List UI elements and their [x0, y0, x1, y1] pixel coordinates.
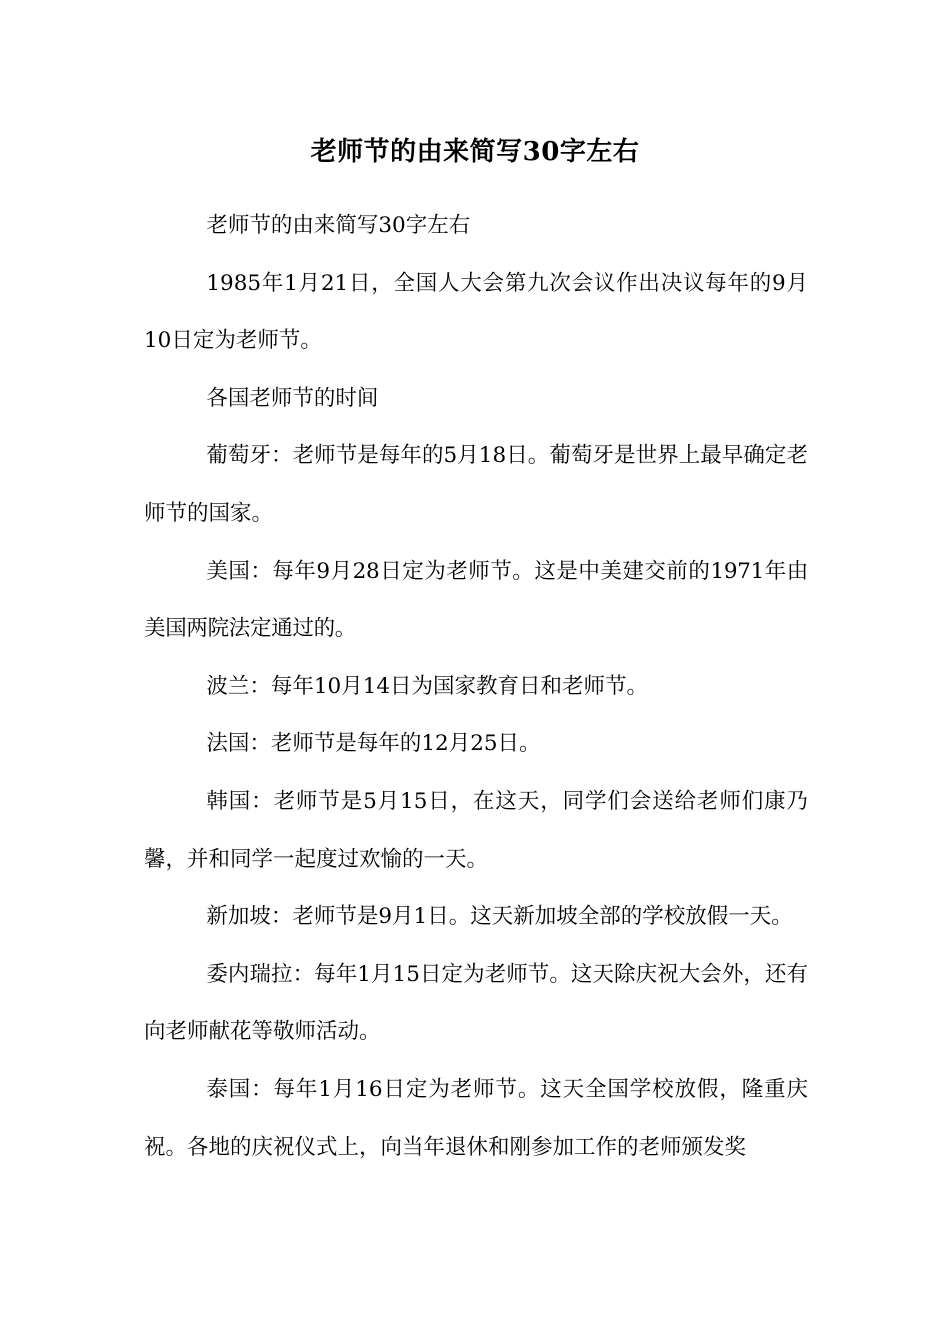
- paragraph-thailand: 泰国：每年1月16日定为老师节。这天全国学校放假，隆重庆祝。各地的庆祝仪式上，向当年退休和刚参加工作的老师颁发奖: [144, 1076, 808, 1160]
- paragraph-france: 法国：老师节是每年的12月25日。: [206, 731, 541, 757]
- paragraph-usa: 美国：每年9月28日定为老师节。这是中美建交前的1971年由美国两院法定通过的。: [144, 558, 808, 642]
- paragraph-singapore: 新加坡：老师节是9月1日。这天新加坡全部的学校放假一天。: [206, 904, 793, 930]
- paragraph-origin: 1985年1月21日，全国人大会第九次会议作出决议每年的9月10日定为老师节。: [144, 270, 808, 354]
- document-title: 老师节的由来简写30字左右: [310, 137, 640, 167]
- paragraph-subtitle: 老师节的由来简写30字左右: [206, 213, 471, 238]
- paragraph-korea: 韩国：老师节是5月15日，在这天，同学们会送给老师们康乃馨，并和同学一起度过欢愉的一天。: [144, 788, 808, 872]
- paragraph-poland: 波兰：每年10月14日为国家教育日和老师节。: [206, 673, 649, 699]
- paragraph-section-heading: 各国老师节的时间: [206, 385, 379, 411]
- document-body: [144, 197, 808, 1176]
- paragraph-venezuela: 委内瑞拉：每年1月15日定为老师节。这天除庆祝大会外，还有向老师献花等敬师活动。: [144, 961, 808, 1045]
- paragraph-portugal: 葡萄牙：老师节是每年的5月18日。葡萄牙是世界上最早确定老师节的国家。: [144, 443, 808, 526]
